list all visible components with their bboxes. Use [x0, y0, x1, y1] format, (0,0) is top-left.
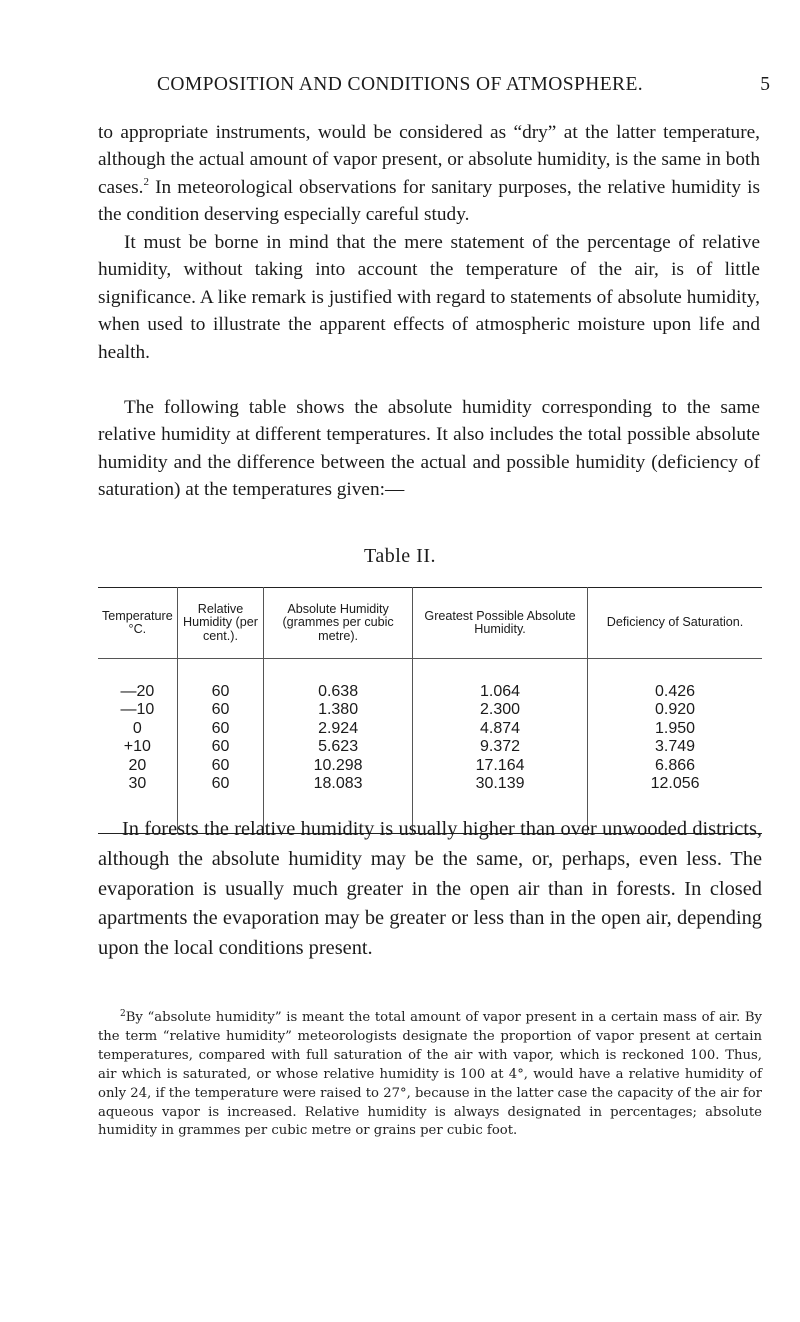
running-title: COMPOSITION AND CONDITIONS OF ATMOSPHERE. — [156, 74, 644, 95]
table-caption — [0, 545, 800, 568]
running-head — [0, 74, 800, 102]
cell-absolute-humidity: 5.623 — [264, 738, 413, 756]
cell-relative-humidity: 60 — [177, 701, 264, 719]
column-header-deficiency: Deficiency of Saturation. — [588, 588, 762, 659]
cell-temperature: 30 — [128, 775, 147, 793]
column-header-greatest-possible: Greatest Possible Absolute Humidity. — [412, 588, 587, 659]
footnote-text: By “absolute humidity” is meant the total amount of vapor present in a certain mass of air. By the term “relative humidity” meteorologists designate the proportion of vapor present at certain temperatures, compared with full saturation of the air with vapor, which is reckoned 100. Thus, air which is saturated, or whose relative humidity is 100 at 4°, would have a relative humidity of only 24, if the temperature were raised to 27°, because in the latter case the capacity of the air for aqueous vapor is increased. Relative humidity is always designated in percentages; absolute humidity in grammes per cubic metre or grains per cubic foot. — [98, 1010, 762, 1139]
table-row — [98, 659, 762, 702]
page-number: 5 — [760, 74, 770, 95]
cell-absolute-humidity: 18.083 — [264, 775, 413, 834]
cell-deficiency: 1.950 — [588, 720, 762, 738]
column-header-absolute-humidity: Absolute Humidity (grammes per cubic metre). — [264, 588, 413, 659]
cell-greatest-possible: 4.874 — [412, 720, 587, 738]
table-caption-word: Table — [364, 545, 411, 567]
cell-absolute-humidity: 0.638 — [264, 659, 413, 702]
cell-temperature: +10 — [123, 738, 151, 756]
cell-temperature: 0 — [132, 719, 142, 737]
paragraph-4: In forests the relative humidity is usually higher than over unwooded districts, although the absolute humidity may be the same, or, perhaps, even less. The evaporation is usually much greater in the open air than in forests. In closed apartments the evaporation may be greater or less than in the open air, depending upon the local conditions present. — [98, 818, 762, 960]
paragraph-1-text: to appropriate instruments, would be considered as “dry” at the latter temperature, although the actual amount of vapor present, or absolute humidity, is the same in both cases. — [98, 122, 760, 198]
table-row — [98, 738, 762, 756]
footnote-reference: 2 — [143, 175, 150, 188]
cell-deficiency: 12.056 — [588, 775, 762, 834]
cell-greatest-possible: 1.064 — [412, 659, 587, 702]
cell-temperature: —10 — [120, 701, 155, 719]
cell-greatest-possible: 30.139 — [412, 775, 587, 834]
humidity-table — [98, 587, 762, 834]
paragraph-1-continued: In meteorological observations for sanitary purposes, the relative humidity is the condition deserving especially careful study. — [98, 176, 760, 226]
paragraph-1 — [98, 119, 760, 229]
cell-greatest-possible: 17.164 — [412, 757, 587, 775]
cell-temperature: —20 — [120, 683, 155, 700]
footnote — [98, 1009, 762, 1141]
cell-relative-humidity: 60 — [177, 659, 264, 702]
cell-absolute-humidity: 1.380 — [264, 701, 413, 719]
table-row — [98, 720, 762, 738]
cell-absolute-humidity: 2.924 — [264, 720, 413, 738]
cell-absolute-humidity: 10.298 — [264, 757, 413, 775]
paragraph-3: The following table shows the absolute humidity corresponding to the same relative humidity at different temperatures. It also includes the total possible absolute humidity and the difference between the actual and possible humidity (deficiency of saturation) at the temperatures given:— — [98, 397, 760, 501]
cell-greatest-possible: 2.300 — [412, 701, 587, 719]
cell-relative-humidity: 60 — [177, 775, 264, 834]
cell-temperature: 20 — [128, 756, 147, 774]
cell-greatest-possible: 9.372 — [412, 738, 587, 756]
table-caption-number: II. — [416, 545, 436, 567]
table-header-row — [98, 588, 762, 659]
cell-relative-humidity: 60 — [177, 757, 264, 775]
cell-deficiency: 6.866 — [588, 757, 762, 775]
cell-relative-humidity: 60 — [177, 720, 264, 738]
table-row — [98, 757, 762, 775]
cell-deficiency: 0.920 — [588, 701, 762, 719]
paragraph-2: It must be borne in mind that the mere statement of the percentage of relative humidity, without taking into account the temperature of the air, is of little significance. A like remark is justified with regard to statements of absolute humidity, when used to illustrate the apparent effects of atmospheric moisture upon life and health. — [98, 232, 760, 363]
table-row — [98, 701, 762, 719]
cell-deficiency: 3.749 — [588, 738, 762, 756]
cell-deficiency: 0.426 — [588, 659, 762, 702]
footnote-marker: 2 — [120, 1009, 126, 1019]
column-header-relative-humidity: Relative Humidity (per cent.). — [177, 588, 264, 659]
cell-relative-humidity: 60 — [177, 738, 264, 756]
column-header-temperature: Temperature °C. — [98, 588, 177, 659]
